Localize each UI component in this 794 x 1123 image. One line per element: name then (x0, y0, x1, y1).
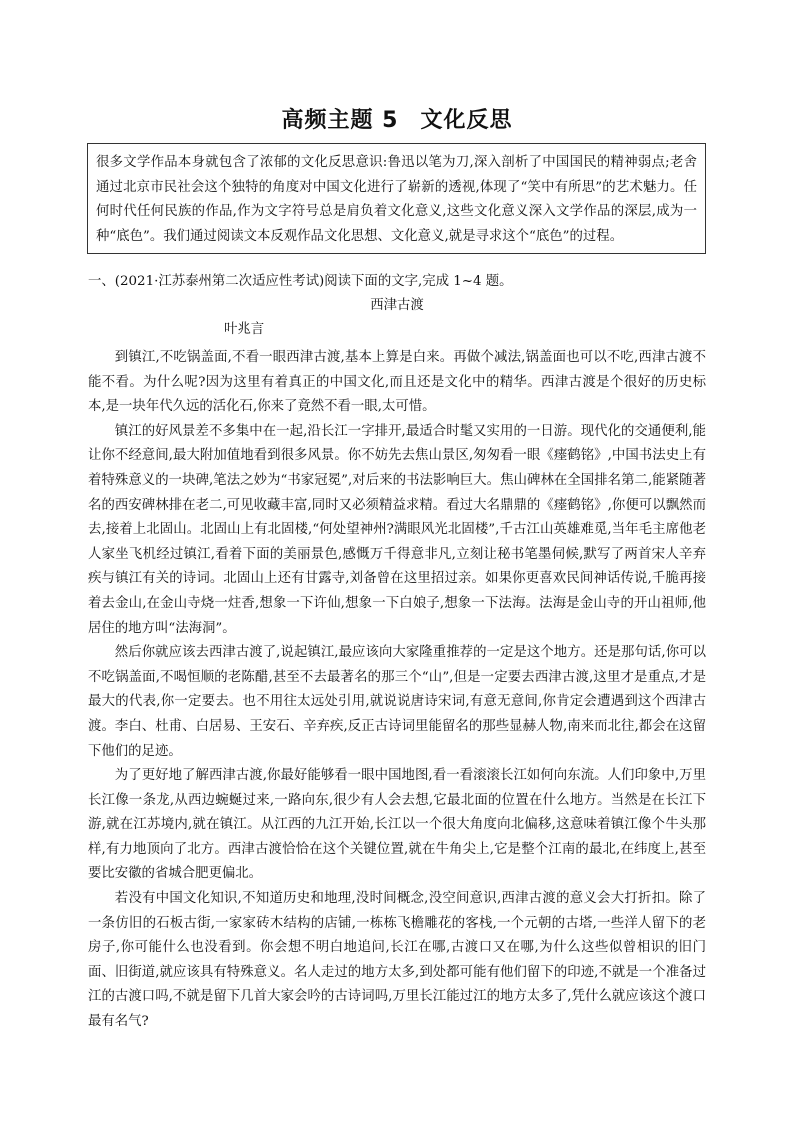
author-name: 叶兆言 (224, 322, 265, 337)
paragraph: 然后你就应该去西津古渡了,说起镇江,最应该向大家隆重推荐的一定是这个地方。还是那句话,你可以不吃锅盖面,不喝恒顺的老陈醋,甚至不去最著名的那三个“山”,但是一定要去西津古渡,这里才是重点,才是最大的代表,你一定要去。也不用往太远处引用,就说说唐诗宋词,有意无意间,你肯定会遭遇到这个西津古渡。李白、杜甫、白居易、王安石、辛弃疾,反正古诗词里能留名的那些显赫人物,南来而北往,都会在这留下他们的足迹。 (88, 645, 706, 759)
paragraph: 镇江的好风景差不多集中在一起,沿长江一字排开,最适合时髦又实用的一日游。现代化的交通便利,能让你不经意间,最大附加值地看到很多风景。你不妨先去焦山景区,匆匆看一眼《瘗鹤铭》,中国书法史上有着特殊意义的一块碑,笔法之妙为“书家冠冕”,对后来的书法影响巨大。焦山碑林在全国排名第二,能紧随著名的西安碑林排在老二,可见收藏丰富,同时又必须精益求精。看过大名鼎鼎的《瘗鹤铭》,你便可以飘然而去,接着上北固山。北固山上有北固楼,“何处望神州?满眼风光北固楼”,千古江山英雄难觅,当年毛主席他老人家坐飞机经过镇江,看着下面的美丽景色,感慨万千得意非凡,立刻让秘书笔墨伺候,默写了两首宋人辛弃疾与镇江有关的诗词。北固山上还有甘露寺,刘备曾在这里招过亲。如果你更喜欢民间神话传说,千脆再接着去金山,在金山寺烧一炷香,想象一下许仙,想象一下白娘子,想象一下法海。法海是金山寺的开山祖师,他居住的地方叫“法海洞”。 (88, 423, 706, 636)
question-heading: 一、(2021·江苏泰州第二次适应性考试)阅读下面的文字,完成 1~4 题。 (88, 274, 513, 289)
paragraph: 为了更好地了解西津古渡,你最好能够看一眼中国地图,看一看滚滚长江如何向东流。人们印象中,万里长江像一条龙,从西边蜿蜒过来,一路向东,很少有人会去想,它最北面的位置在什么地方。当然是在长江下游,就在江苏境内,就在镇江。从江西的九江开始,长江以一个很大角度向北偏移,这意味着镇江像个牛头那样,有力地顶向了北方。西津古渡恰恰在这个关键位置,就在牛角尖上,它是整个江南的最北,在纬度上,甚至要比安徽的省城合肥更偏北。 (88, 768, 706, 882)
paragraph: 若没有中国文化知识,不知道历史和地理,没时间概念,没空间意识,西津古渡的意义会大打折扣。除了一条仿旧的石板古街,一家家砖木结构的店铺,一栋栋飞檐雕花的客栈,一个元朝的古塔,一些洋人留下的老房子,你可能什么也没看到。你会想不明白地追问,长江在哪,古渡口又在哪,为什么这些似曾相识的旧门面、旧街道,就应该具有特殊意义。名人走过的地方太多,到处都可能有他们留下的印迹,不就是一个准备过江的古渡口吗,不就是留下几首大家会吟的古诗词吗,万里长江能过江的地方太多了,凭什么就应该这个渡口最有名气? (88, 891, 706, 1030)
paragraph: 到镇江,不吃锅盖面,不看一眼西津古渡,基本上算是白来。再做个减法,锅盖面也可以不吃,西津古渡不能不看。为什么呢?因为这里有着真正的中国文化,而且还是文化中的精华。西津古渡是个很好的历史标本,是一块年代久远的活化石,你来了竟然不看一眼,太可惜。 (88, 350, 706, 415)
essay-body (88, 346, 706, 1035)
page-title-main: 高频主题 5 (281, 108, 399, 133)
intro-box: 很多文学作品本身就包含了浓郁的文化反思意识:鲁迅以笔为刀,深入剖析了中国国民的精神弱点;老舍通过北京市民社会这个独特的角度对中国文化进行了崭新的透视,体现了“笑中有所思”的艺术魅力。任何时代任何民族的作品,作为文字符号总是肩负着文化意义,这些文化意义深入文学作品的深层,成为一种“底色”。我们通过阅读文本反观作品文化思想、文化意义,就是寻求这个“底色”的过程。 (87, 143, 706, 254)
page-title (0, 106, 794, 136)
essay-title: 西津古渡 (370, 298, 424, 313)
page-title-sub: 文化反思 (420, 108, 513, 133)
